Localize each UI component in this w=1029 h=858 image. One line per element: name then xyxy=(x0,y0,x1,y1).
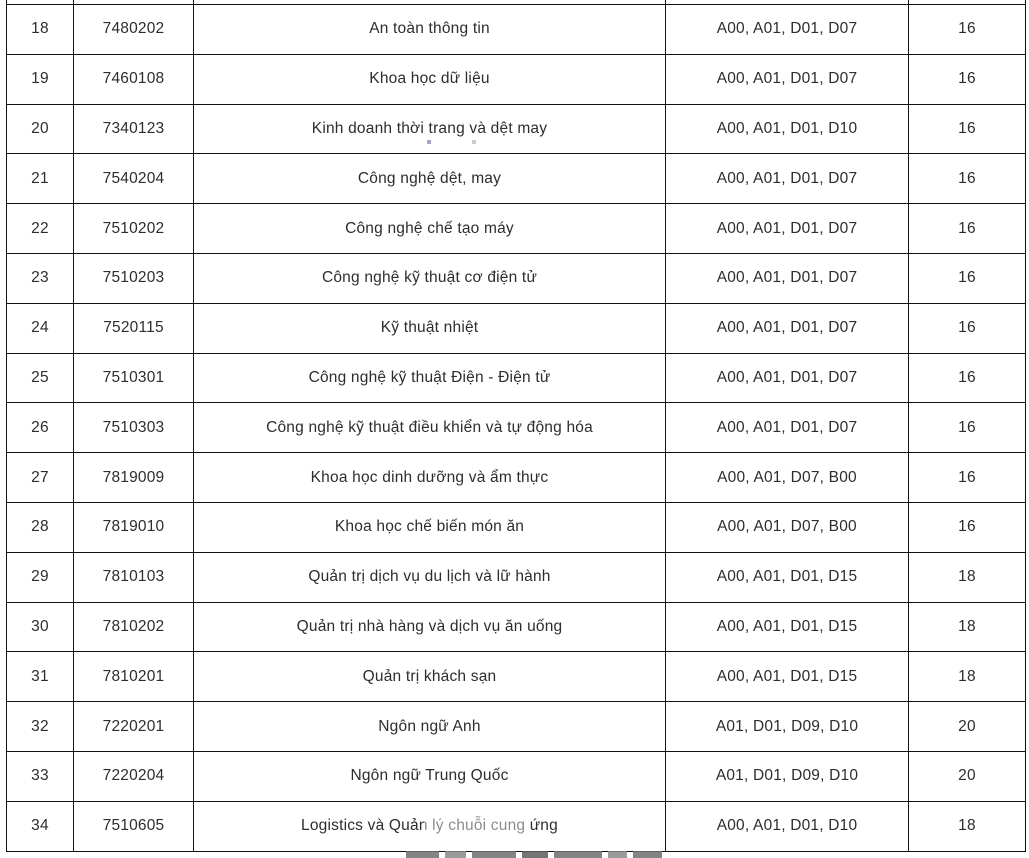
code-cell: 7460108 xyxy=(74,54,194,104)
table-row xyxy=(7,502,1026,552)
combos-cell: A00, A01, D01, D10 xyxy=(666,104,909,154)
table-row xyxy=(7,54,1026,104)
admission-scores-table-wrap xyxy=(6,0,1025,852)
stt-cell: 28 xyxy=(7,502,74,552)
code-cell: 7510202 xyxy=(74,204,194,254)
combos-cell: A00, A01, D01, D10 xyxy=(666,801,909,851)
score-cell: 18 xyxy=(909,801,1026,851)
score-cell: 16 xyxy=(909,253,1026,303)
stt-cell: 30 xyxy=(7,602,74,652)
code-cell: 7520115 xyxy=(74,303,194,353)
code-cell: 7510301 xyxy=(74,353,194,403)
table-row xyxy=(7,751,1026,801)
stt-cell: 31 xyxy=(7,652,74,702)
table-row xyxy=(7,5,1026,55)
major-cell: Quản trị dịch vụ du lịch và lữ hành xyxy=(194,552,666,602)
table-row xyxy=(7,353,1026,403)
major-cell: Công nghệ kỹ thuật cơ điện tử xyxy=(194,253,666,303)
table-row xyxy=(7,204,1026,254)
stt-cell: 18 xyxy=(7,5,74,55)
stt-cell: 24 xyxy=(7,303,74,353)
major-cell: Ngôn ngữ Anh xyxy=(194,702,666,752)
score-cell: 18 xyxy=(909,652,1026,702)
stt-cell: 25 xyxy=(7,353,74,403)
combos-cell: A00, A01, D01, D07 xyxy=(666,353,909,403)
table-row xyxy=(7,652,1026,702)
score-cell: 16 xyxy=(909,104,1026,154)
combos-cell: A00, A01, D01, D15 xyxy=(666,552,909,602)
table-row xyxy=(7,801,1026,851)
combos-cell: A01, D01, D09, D10 xyxy=(666,702,909,752)
score-cell: 18 xyxy=(909,602,1026,652)
major-cell: Kinh doanh thời trang và dệt may xyxy=(194,104,666,154)
combos-cell: A01, D01, D09, D10 xyxy=(666,751,909,801)
major-cell: Công nghệ kỹ thuật Điện - Điện tử xyxy=(194,353,666,403)
code-cell: 7340123 xyxy=(74,104,194,154)
code-cell: 7480202 xyxy=(74,5,194,55)
combos-cell: A00, A01, D07, B00 xyxy=(666,502,909,552)
stt-cell: 26 xyxy=(7,403,74,453)
code-cell: 7510203 xyxy=(74,253,194,303)
combos-cell: A00, A01, D01, D07 xyxy=(666,253,909,303)
admission-scores-table xyxy=(6,0,1026,852)
table-row xyxy=(7,552,1026,602)
combos-cell: A00, A01, D01, D07 xyxy=(666,54,909,104)
major-cell: Khoa học chế biến món ăn xyxy=(194,502,666,552)
combos-cell: A00, A01, D01, D07 xyxy=(666,403,909,453)
stt-cell: 33 xyxy=(7,751,74,801)
score-cell: 16 xyxy=(909,403,1026,453)
table-row xyxy=(7,403,1026,453)
stt-cell: 20 xyxy=(7,104,74,154)
code-cell: 7810103 xyxy=(74,552,194,602)
combos-cell: A00, A01, D01, D07 xyxy=(666,204,909,254)
table-row xyxy=(7,253,1026,303)
score-cell: 16 xyxy=(909,54,1026,104)
stt-cell: 27 xyxy=(7,453,74,503)
code-cell: 7220204 xyxy=(74,751,194,801)
table-row xyxy=(7,154,1026,204)
score-cell: 20 xyxy=(909,751,1026,801)
combos-cell: A00, A01, D01, D07 xyxy=(666,303,909,353)
combos-cell: A00, A01, D07, B00 xyxy=(666,453,909,503)
combos-cell: A00, A01, D01, D07 xyxy=(666,154,909,204)
table-row xyxy=(7,602,1026,652)
stt-cell: 34 xyxy=(7,801,74,851)
code-cell: 7819010 xyxy=(74,502,194,552)
stt-cell: 22 xyxy=(7,204,74,254)
stt-cell: 21 xyxy=(7,154,74,204)
score-cell: 18 xyxy=(909,552,1026,602)
major-cell: Logistics và Quản lý chuỗi cung ứng xyxy=(194,801,666,851)
major-cell: Công nghệ dệt, may xyxy=(194,154,666,204)
major-cell: Khoa học dinh dưỡng và ẩm thực xyxy=(194,453,666,503)
score-cell: 16 xyxy=(909,502,1026,552)
score-cell: 16 xyxy=(909,5,1026,55)
major-cell: Khoa học dữ liệu xyxy=(194,54,666,104)
code-cell: 7510605 xyxy=(74,801,194,851)
score-cell: 16 xyxy=(909,353,1026,403)
major-cell: Công nghệ kỹ thuật điều khiển và tự động hóa xyxy=(194,403,666,453)
major-cell: Quản trị khách sạn xyxy=(194,652,666,702)
major-cell: Ngôn ngữ Trung Quốc xyxy=(194,751,666,801)
code-cell: 7819009 xyxy=(74,453,194,503)
major-cell: Kỹ thuật nhiệt xyxy=(194,303,666,353)
combos-cell: A00, A01, D01, D07 xyxy=(666,5,909,55)
table-row xyxy=(7,702,1026,752)
major-cell: An toàn thông tin xyxy=(194,5,666,55)
stt-cell: 23 xyxy=(7,253,74,303)
code-cell: 7810202 xyxy=(74,602,194,652)
code-cell: 7510303 xyxy=(74,403,194,453)
watermark-smudge-artifact xyxy=(406,851,662,858)
stt-cell: 29 xyxy=(7,552,74,602)
score-cell: 16 xyxy=(909,204,1026,254)
score-cell: 20 xyxy=(909,702,1026,752)
score-cell: 16 xyxy=(909,453,1026,503)
stt-cell: 32 xyxy=(7,702,74,752)
code-cell: 7810201 xyxy=(74,652,194,702)
major-cell: Công nghệ chế tạo máy xyxy=(194,204,666,254)
table-row xyxy=(7,303,1026,353)
score-cell: 16 xyxy=(909,154,1026,204)
code-cell: 7540204 xyxy=(74,154,194,204)
stt-cell: 19 xyxy=(7,54,74,104)
table-row xyxy=(7,453,1026,503)
combos-cell: A00, A01, D01, D15 xyxy=(666,602,909,652)
score-cell: 16 xyxy=(909,303,1026,353)
combos-cell: A00, A01, D01, D15 xyxy=(666,652,909,702)
major-cell: Quản trị nhà hàng và dịch vụ ăn uống xyxy=(194,602,666,652)
table-row xyxy=(7,104,1026,154)
code-cell: 7220201 xyxy=(74,702,194,752)
